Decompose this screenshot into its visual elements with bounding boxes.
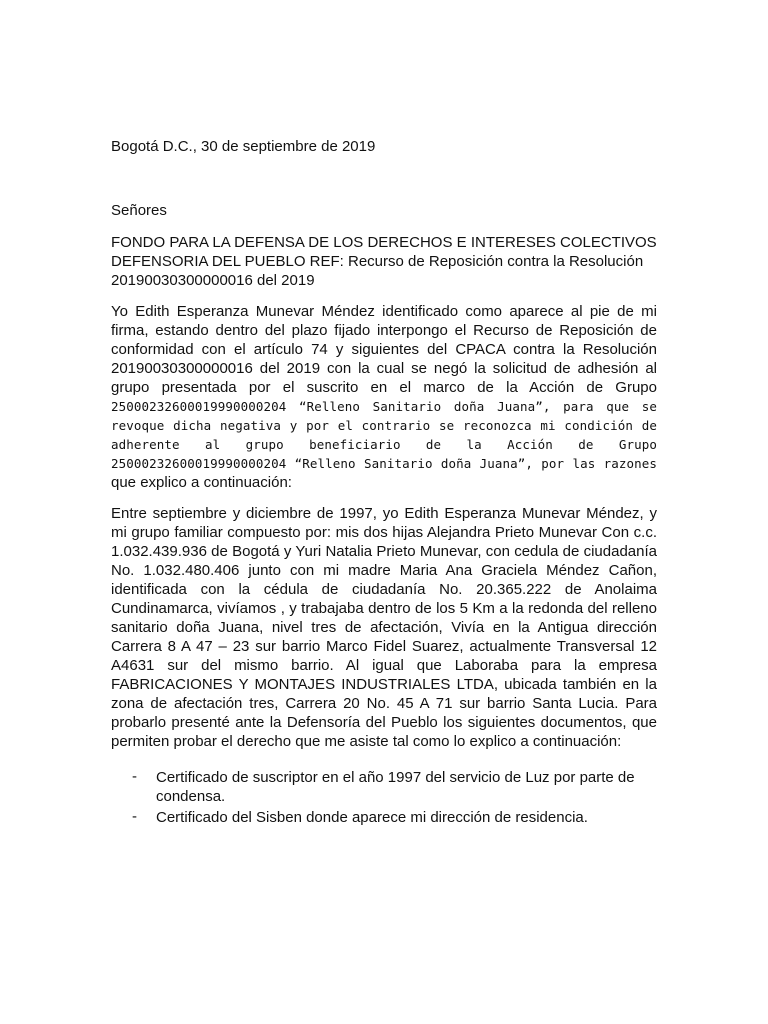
list-item	[111, 808, 657, 827]
list-item	[111, 768, 657, 806]
list-item-text: Certificado de suscriptor en el año 1997 del servicio de Luz por parte de condensa.	[156, 769, 635, 805]
intro-text: Yo Edith Esperanza Munevar Méndez identificado como aparece al pie de mi firma, estando dentro del plazo fijado interpongo el Recurso de Reposición de conformidad con el artículo 74 y siguientes del CPACA contra la Resolución 20190030300000016 del 2019 con la cual se negó la solicitud de adhesión al grupo presentada por el suscrito en el marco de la Acción de Grupo	[111, 303, 657, 396]
salutation: Señores	[111, 202, 167, 219]
intro-closing: que explico a continuación:	[111, 474, 292, 491]
intro-paragraph	[111, 302, 657, 492]
documents-list	[111, 768, 657, 827]
facts-paragraph: Entre septiembre y diciembre de 1997, yo Edith Esperanza Munevar Méndez, y mi grupo familiar compuesto por: mis dos hijas Alejandra Prieto Munevar Con c.c. 1.032.439.936 de Bogotá y Yuri Natalia Prieto Munevar, con cedula de ciudadanía No. 1.032.480.406 junto con mi madre Maria Ana Graciela Méndez Cañon, identificada con la cédula de ciudadanía No. 20.365.222 de Anolaima Cundinamarca, vivíamos , y trabajaba dentro de los 5 Km a la redonda del relleno sanitario doña Juana, nivel tres de afectación, Vivía en la Antigua dirección Carrera 8 A 47 – 23 sur barrio Marco Fidel Suarez, actualmente Transversal 12 A4631 sur del mismo barrio. Al igual que Laboraba para la empresa FABRICACIONES Y MONTAJES INDUSTRIALES LTDA, ubicada también en la zona de afectación tres, Carrera 20 No. 45 A 71 sur barrio Santa Lucia. Para probarlo presenté ante la Defensoría del Pueblo los siguientes documentos, que permiten probar el derecho que me asiste tal como lo explico a continuación:	[111, 505, 657, 750]
reference-block: FONDO PARA LA DEFENSA DE LOS DERECHOS E INTERESES COLECTIVOS DEFENSORIA DEL PUEBLO REF: Recurso de Reposición contra la Resolución 20190030300000016 del 2019	[111, 234, 657, 289]
case-reference: 25000232600019990000204 “Relleno Sanitario doña Juana”, para que se revoque dicha negativa y por el contrario se reconozca mi condición de adherente al grupo beneficiario de la Acción de Grupo 25000232600019990000204 “Relleno Sanitario doña Juana”, por las razones	[111, 399, 657, 471]
list-item-text: Certificado del Sisben donde aparece mi dirección de residencia.	[156, 809, 588, 826]
date-line: Bogotá D.C., 30 de septiembre de 2019	[111, 138, 376, 155]
list-bullet: -	[132, 768, 137, 785]
list-bullet: -	[132, 808, 137, 825]
